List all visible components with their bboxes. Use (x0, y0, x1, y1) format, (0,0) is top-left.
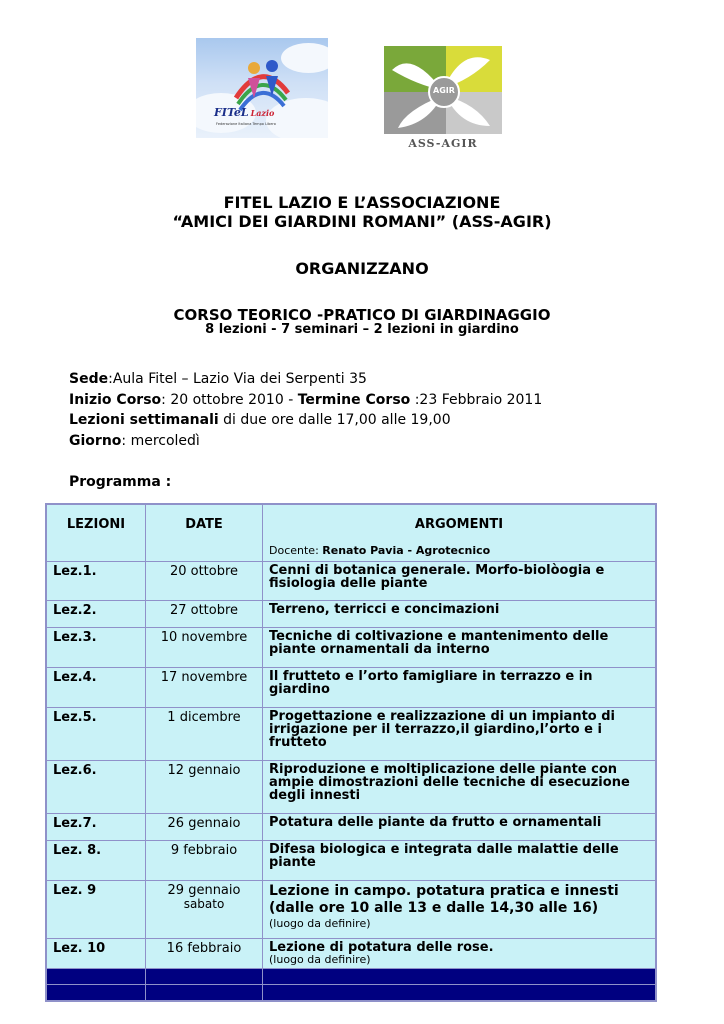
table-row (46, 814, 656, 841)
fitel-logo (196, 38, 328, 138)
table-footer-row (46, 969, 656, 985)
footer-cell (46, 985, 146, 1002)
row-lez: Lez. 9 (46, 881, 146, 939)
docente-name: Renato Pavia - Agrotecnico (322, 544, 491, 557)
agir-logo-caption: ASS-AGIR (408, 137, 478, 150)
row-lez: Lez.3. (46, 628, 146, 668)
row-arg: Lezione in campo. potatura pratica e innesti (dalle ore 10 alle 13 e dalle 14,30 alle 16) (269, 883, 619, 916)
row-date: 16 febbraio (146, 939, 263, 969)
row-arg: Il frutteto e l’orto famigliare in terrazzo e in giardino (263, 668, 657, 708)
table-row (46, 881, 656, 939)
row-date: 10 novembre (146, 628, 263, 668)
docente-label: Docente: (269, 544, 323, 557)
row-arg: Cenni di botanica generale. Morfo-biolòogia e fisiologia delle piante (263, 562, 657, 601)
giorno-line (69, 431, 542, 452)
row-lez: Lez. 10 (46, 939, 146, 969)
table-footer-row (46, 985, 656, 1002)
lezioni-line (69, 410, 542, 431)
footer-cell (46, 969, 146, 985)
fitel-logo-text: FITeL (214, 106, 249, 119)
table-row (46, 761, 656, 814)
inizio-value: : 20 ottobre 2010 - (161, 391, 298, 408)
row-arg-cell (263, 881, 657, 939)
agir-logo-center: AGIR (433, 86, 455, 95)
row-lez: Lez.7. (46, 814, 146, 841)
table-row (46, 601, 656, 628)
table-row (46, 708, 656, 761)
dates-line (69, 390, 542, 411)
row-date-cell (146, 881, 263, 939)
header-argomenti-cell (263, 504, 657, 562)
sede-label: Sede (69, 371, 109, 387)
docente-line (269, 544, 649, 557)
lezioni-value: di due ore dalle 17,00 alle 19,00 (218, 412, 451, 428)
header-lezioni: LEZIONI (46, 504, 146, 562)
row-arg: Potatura delle piante da frutto e ornamentali (263, 814, 657, 841)
header-date: DATE (146, 504, 263, 562)
inizio-label: Inizio Corso (69, 391, 162, 408)
table-header-row (46, 504, 656, 562)
schedule-table (45, 503, 657, 1002)
row-date-sub: sabato (183, 897, 225, 911)
fitel-logo-sub: Lazio (250, 108, 275, 118)
table-row (46, 841, 656, 881)
organizzano-heading: ORGANIZZANO (295, 259, 429, 278)
row-arg: Progettazione e realizzazione di un impianto di irrigazione per il terrazzo,il giardino,l’orto e i frutteto (263, 708, 657, 761)
course-info (69, 369, 542, 451)
page-title (0, 193, 724, 231)
programma-label: Programma : (69, 474, 172, 490)
row-lez: Lez.2. (46, 601, 146, 628)
row-lez: Lez.1. (46, 562, 146, 601)
row-arg: Riproduzione e moltiplicazione delle piante con ampie dimostrazioni delle tecniche di esecuzione degli innesti (263, 761, 657, 814)
row-lez: Lez.6. (46, 761, 146, 814)
row-arg: Tecniche di coltivazione e mantenimento delle piante ornamentali da interno (263, 628, 657, 668)
row-date: 20 ottobre (146, 562, 263, 601)
row-date: 29 gennaio (167, 883, 241, 898)
footer-cell (146, 985, 263, 1002)
giorno-value: : mercoledì (121, 432, 200, 449)
row-lez: Lez.4. (46, 668, 146, 708)
sede-line (69, 369, 542, 390)
lezioni-label: Lezioni settimanali (69, 412, 219, 428)
table-row (46, 668, 656, 708)
row-lez: Lez. 8. (46, 841, 146, 881)
table-row (46, 939, 656, 969)
footer-cell (263, 969, 657, 985)
row-arg: Lezione di potatura delle rose. (269, 940, 494, 955)
row-lez: Lez.5. (46, 708, 146, 761)
agir-logo (372, 40, 514, 158)
row-date: 1 dicembre (146, 708, 263, 761)
termine-label: Termine Corso (297, 391, 411, 408)
course-title: CORSO TEORICO -PRATICO DI GIARDINAGGIO (173, 306, 551, 324)
title-line-1: FITEL LAZIO E L’ASSOCIAZIONE (223, 193, 501, 212)
sede-value: :Aula Fitel – Lazio Via dei Serpenti 35 (108, 371, 367, 387)
footer-cell (146, 969, 263, 985)
row-date: 9 febbraio (146, 841, 263, 881)
row-note: (luogo da definire) (269, 917, 371, 930)
table-row (46, 562, 656, 601)
fitel-logo-tagline: Federazione Italiana Tempo Libero (216, 122, 276, 126)
termine-value: :23 Febbraio 2011 (410, 391, 543, 408)
row-date: 17 novembre (146, 668, 263, 708)
title-line-2: “AMICI DEI GIARDINI ROMANI” (ASS-AGIR) (172, 212, 552, 231)
row-arg: Difesa biologica e integrata dalle malattie delle piante (263, 841, 657, 881)
row-arg-cell (263, 939, 657, 969)
row-date: 12 gennaio (146, 761, 263, 814)
row-date: 26 gennaio (146, 814, 263, 841)
giorno-label: Giorno (69, 432, 122, 449)
row-date: 27 ottobre (146, 601, 263, 628)
header-argomenti: ARGOMENTI (414, 517, 504, 532)
table-row (46, 628, 656, 668)
course-subtitle: 8 lezioni - 7 seminari – 2 lezioni in giardino (205, 322, 519, 337)
row-arg: Terreno, terricci e concimazioni (263, 601, 657, 628)
footer-cell (263, 985, 657, 1002)
row-note: (luogo da definire) (269, 953, 371, 966)
